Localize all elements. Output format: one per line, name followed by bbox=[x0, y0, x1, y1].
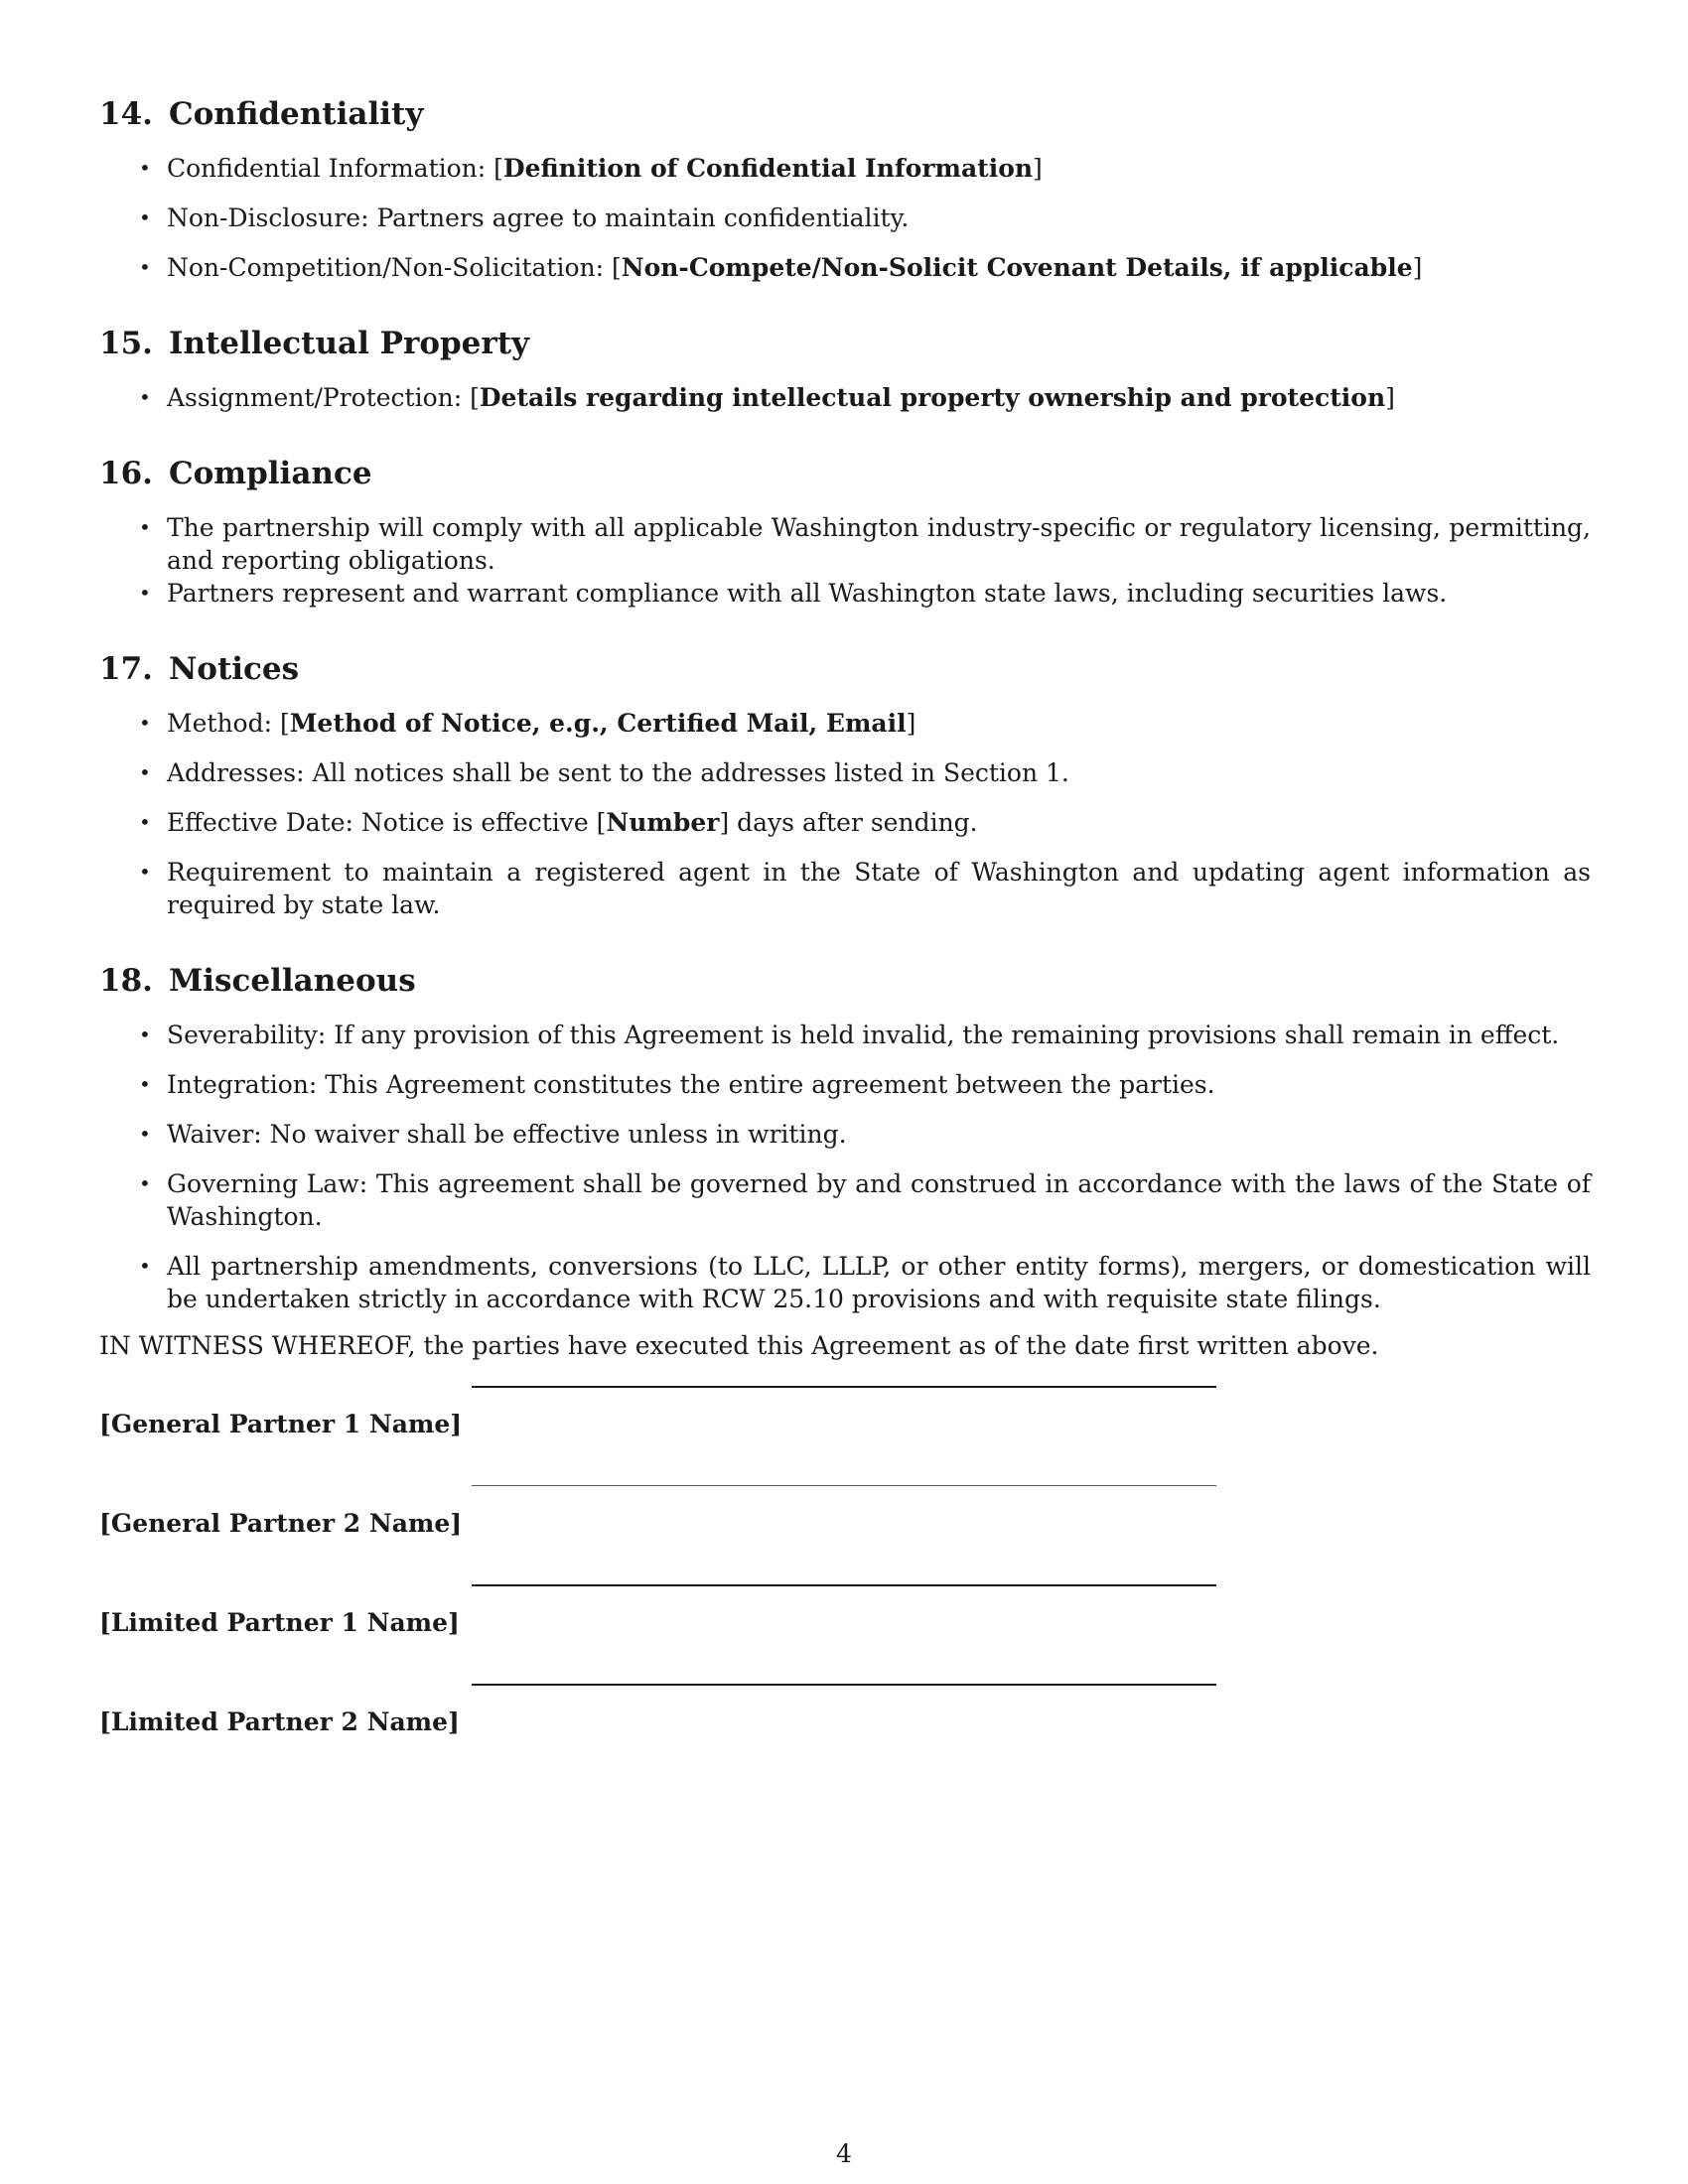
bullet-icon: • bbox=[139, 385, 151, 409]
bullet-icon: • bbox=[139, 810, 151, 834]
bullet-icon: • bbox=[139, 1254, 151, 1278]
section-title: Intellectual Property bbox=[168, 326, 530, 361]
signature-block bbox=[99, 1485, 1591, 1584]
section-number: 14. bbox=[99, 96, 153, 132]
list-item: • Effective Date: Notice is effective [Number] days after sending. bbox=[139, 808, 978, 837]
page-number: 4 bbox=[836, 2139, 852, 2168]
bullet-icon: • bbox=[139, 1072, 151, 1096]
list-item: • Integration: This Agreement constitutes the entire agreement between the parties. bbox=[139, 1070, 1215, 1099]
list-item: • The partnership will comply with all applicable Washington industry-specific or regulatory licensing, permitting, and reporting obligations. bbox=[139, 513, 1591, 575]
section-title: Compliance bbox=[168, 456, 372, 491]
section-heading bbox=[99, 649, 1591, 689]
signatory-name: [General Partner 1 Name] bbox=[99, 1410, 463, 1438]
signatory-name: [Limited Partner 2 Name] bbox=[99, 1707, 460, 1736]
signature-line[interactable] bbox=[472, 1485, 1216, 1486]
signature-block bbox=[99, 1386, 1591, 1485]
list-item: • Confidential Information: [Definition of Confidential Information] bbox=[139, 154, 1043, 183]
section-miscellaneous bbox=[99, 961, 1591, 1315]
bullet-icon: • bbox=[139, 581, 151, 605]
signature-block bbox=[99, 1684, 1591, 1783]
bullet-icon: • bbox=[139, 1122, 151, 1146]
witness-statement: IN WITNESS WHEREOF, the parties have executed this Agreement as of the date first written above. bbox=[99, 1331, 1379, 1360]
bullet-icon: • bbox=[139, 860, 151, 884]
section-intellectual-property bbox=[99, 324, 1591, 414]
section-heading bbox=[99, 94, 1591, 134]
list-item: • Addresses: All notices shall be sent to the addresses listed in Section 1. bbox=[139, 758, 1069, 787]
section-number: 15. bbox=[99, 326, 153, 361]
section-title: Notices bbox=[168, 651, 300, 687]
signature-block bbox=[99, 1584, 1591, 1684]
placeholder-field: Non-Compete/Non-Solicit Covenant Details, if applicable bbox=[621, 253, 1413, 282]
section-compliance bbox=[99, 454, 1591, 610]
bullet-list bbox=[99, 1019, 1591, 1315]
bullet-list bbox=[99, 511, 1591, 610]
placeholder-field: Method of Notice, e.g., Certified Mail, Email bbox=[289, 709, 907, 738]
list-item: • Requirement to maintain a registered agent in the State of Washington and updating agent information as required by state law. bbox=[139, 858, 1591, 919]
bullet-icon: • bbox=[139, 515, 151, 539]
list-item: • Partners represent and warrant compliance with all Washington state laws, including securities laws. bbox=[139, 579, 1448, 608]
signature-line[interactable] bbox=[472, 1584, 1216, 1586]
bullet-icon: • bbox=[139, 711, 151, 735]
signatory-name: [General Partner 2 Name] bbox=[99, 1509, 463, 1538]
bullet-icon: • bbox=[139, 205, 151, 229]
list-item: • Non-Competition/Non-Solicitation: [Non-Compete/Non-Solicit Covenant Details, if applicable] bbox=[139, 253, 1423, 282]
bullet-icon: • bbox=[139, 255, 151, 279]
section-notices bbox=[99, 649, 1591, 921]
list-item: • All partnership amendments, conversions (to LLC, LLLP, or other entity forms), mergers, or domestication will be undertaken strictly in accordance with RCW 25.10 provisions and with requisite state filings. bbox=[139, 1252, 1591, 1313]
section-heading bbox=[99, 324, 1591, 363]
signature-line[interactable] bbox=[472, 1684, 1216, 1686]
section-number: 17. bbox=[99, 651, 153, 687]
list-item: • Severability: If any provision of this Agreement is held invalid, the remaining provisions shall remain in effect. bbox=[139, 1021, 1560, 1049]
list-item: • Non-Disclosure: Partners agree to maintain confidentiality. bbox=[139, 204, 910, 232]
section-heading bbox=[99, 454, 1591, 493]
placeholder-field: Details regarding intellectual property ownership and protection bbox=[479, 383, 1386, 412]
signature-blocks bbox=[99, 1386, 1591, 1783]
bullet-icon: • bbox=[139, 760, 151, 784]
list-item: • Governing Law: This agreement shall be governed by and construed in accordance with the laws of the State of Washington. bbox=[139, 1169, 1591, 1231]
bullet-list bbox=[99, 707, 1591, 921]
bullet-icon: • bbox=[139, 1171, 151, 1195]
section-number: 16. bbox=[99, 456, 153, 491]
signatory-name: [Limited Partner 1 Name] bbox=[99, 1608, 460, 1637]
bullet-icon: • bbox=[139, 1023, 151, 1046]
list-item: • Waiver: No waiver shall be effective unless in writing. bbox=[139, 1120, 847, 1149]
bullet-icon: • bbox=[139, 156, 151, 180]
placeholder-field: Number bbox=[606, 808, 720, 837]
section-number: 18. bbox=[99, 963, 153, 999]
list-item: • Method: [Method of Notice, e.g., Certified Mail, Email] bbox=[139, 709, 916, 738]
document-page bbox=[99, 94, 1591, 1783]
bullet-list bbox=[99, 152, 1591, 284]
placeholder-field: Definition of Confidential Information bbox=[502, 154, 1034, 183]
section-title: Confidentiality bbox=[168, 96, 424, 132]
section-confidentiality bbox=[99, 94, 1591, 284]
section-heading bbox=[99, 961, 1591, 1001]
section-title: Miscellaneous bbox=[168, 963, 416, 999]
list-item: • Assignment/Protection: [Details regarding intellectual property ownership and protection] bbox=[139, 383, 1395, 412]
bullet-list bbox=[99, 381, 1591, 414]
signature-line[interactable] bbox=[472, 1386, 1216, 1388]
